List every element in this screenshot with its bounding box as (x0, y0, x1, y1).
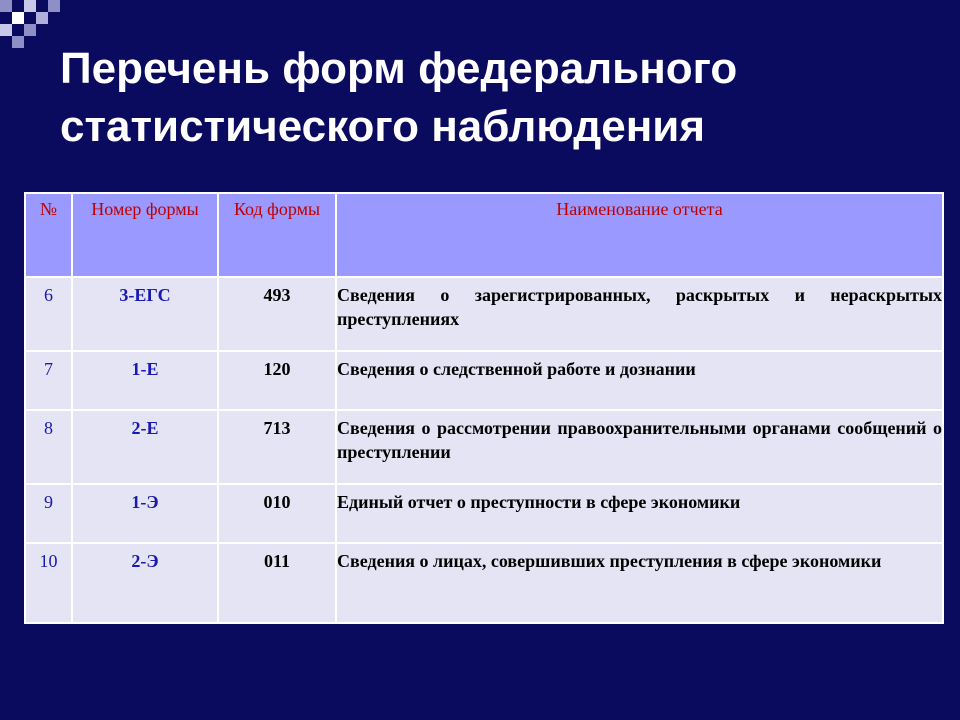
row-form-code: 011 (218, 543, 336, 623)
row-form-number: 2-Е (72, 410, 218, 484)
row-report-name: Сведения о следственной работе и дознании (336, 351, 943, 410)
row-number: 9 (25, 484, 72, 543)
header-form-code: Код формы (218, 193, 336, 277)
row-number: 7 (25, 351, 72, 410)
slide-title: Перечень форм федерального статистического наблюдения (60, 44, 738, 151)
row-form-number: 3-ЕГС (72, 277, 218, 351)
row-report-name: Единый отчет о преступности в сфере экономики (336, 484, 943, 543)
table-row (25, 484, 943, 543)
header-report-name: Наименование отчета (336, 193, 943, 277)
table-row (25, 543, 943, 623)
row-report-name: Сведения о зарегистрированных, раскрытых и нераскрытых преступлениях (336, 277, 943, 351)
forms-table (24, 192, 944, 624)
table-header-row (25, 193, 943, 277)
row-form-code: 713 (218, 410, 336, 484)
row-form-number: 1-Е (72, 351, 218, 410)
row-number: 6 (25, 277, 72, 351)
row-report-name: Сведения о рассмотрении правоохранительными органами сообщений о преступлении (336, 410, 943, 484)
row-number: 8 (25, 410, 72, 484)
table-row (25, 410, 943, 484)
forms-table-container (24, 192, 942, 624)
table-row (25, 277, 943, 351)
row-form-code: 010 (218, 484, 336, 543)
table-row (25, 351, 943, 410)
header-form-number: Номер формы (72, 193, 218, 277)
row-report-name: Сведения о лицах, совершивших преступления в сфере экономики (336, 543, 943, 623)
row-number: 10 (25, 543, 72, 623)
row-form-code: 493 (218, 277, 336, 351)
header-number: № (25, 193, 72, 277)
row-form-number: 2-Э (72, 543, 218, 623)
row-form-code: 120 (218, 351, 336, 410)
row-form-number: 1-Э (72, 484, 218, 543)
